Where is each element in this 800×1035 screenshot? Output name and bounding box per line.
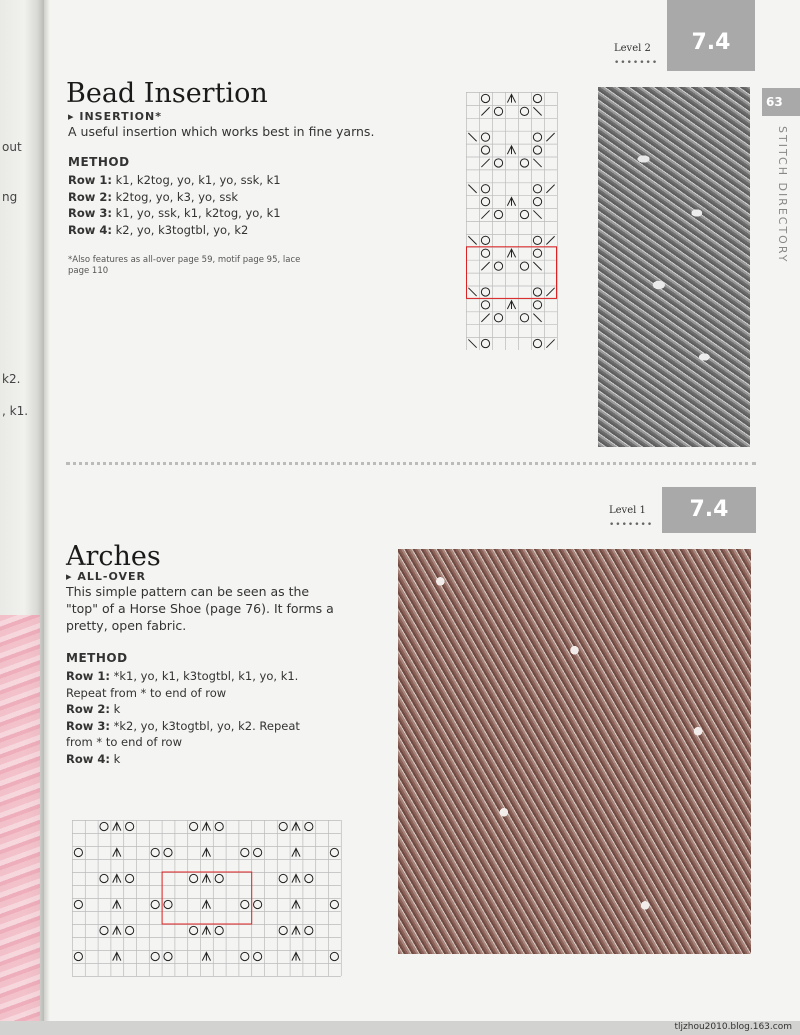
ssk-symbol — [533, 314, 541, 322]
k2tog-symbol — [546, 236, 554, 244]
decrease-symbol — [292, 848, 300, 856]
stitch-chart-bead-insertion — [466, 92, 558, 354]
method-row: Row 1: k1, k2tog, yo, k1, yo, ssk, k1 — [68, 173, 281, 187]
yarn-over-symbol — [533, 249, 541, 257]
k2tog-symbol — [546, 133, 554, 141]
yarn-over-symbol — [254, 900, 262, 908]
section-label: STITCH DIRECTORY — [776, 126, 789, 264]
ssk-symbol — [533, 107, 541, 115]
yarn-over-symbol — [481, 301, 489, 309]
k2tog-symbol — [546, 339, 554, 347]
method-rows — [68, 172, 368, 238]
decrease-symbol — [113, 926, 121, 934]
yarn-over-symbol — [74, 848, 82, 856]
yarn-over-symbol — [100, 874, 108, 882]
yarn-over-symbol — [481, 94, 489, 102]
decrease-symbol — [292, 900, 300, 908]
swatch-photo-arches — [398, 549, 751, 954]
decrease-symbol — [113, 848, 121, 856]
ssk-symbol — [533, 210, 541, 218]
yarn-over-symbol — [279, 874, 287, 882]
k2tog-symbol — [481, 107, 489, 115]
yarn-over-symbol — [481, 249, 489, 257]
margin-fragment: out — [2, 140, 22, 154]
yarn-over-symbol — [520, 159, 528, 167]
yarn-over-symbol — [100, 822, 108, 830]
yarn-over-symbol — [164, 900, 172, 908]
yarn-over-symbol — [533, 185, 541, 193]
yarn-over-symbol — [190, 926, 198, 934]
decrease-symbol — [507, 94, 515, 102]
decrease-symbol — [507, 146, 515, 154]
yarn-over-symbol — [533, 301, 541, 309]
k2tog-symbol — [481, 314, 489, 322]
yarn-over-symbol — [533, 288, 541, 296]
yarn-over-symbol — [481, 198, 489, 206]
yarn-over-symbol — [481, 339, 489, 347]
yarn-over-symbol — [481, 146, 489, 154]
yarn-over-symbol — [481, 236, 489, 244]
decrease-symbol — [292, 952, 300, 960]
decrease-symbol — [113, 900, 121, 908]
yarn-over-symbol — [520, 107, 528, 115]
yarn-over-symbol — [494, 262, 502, 270]
yarn-over-symbol — [164, 952, 172, 960]
decrease-symbol — [113, 952, 121, 960]
decrease-symbol — [202, 926, 210, 934]
triangle-icon: ▸ — [66, 570, 73, 583]
method-row: Row 3: *k2, yo, k3togtbl, yo, k2. Repeat from * to end of row — [66, 718, 300, 749]
margin-fragment: k2. — [2, 372, 21, 386]
decrease-symbol — [202, 900, 210, 908]
method-row: Row 2: k — [66, 702, 121, 716]
decrease-symbol — [292, 874, 300, 882]
yarn-over-symbol — [190, 822, 198, 830]
yarn-over-symbol — [494, 314, 502, 322]
yarn-over-symbol — [126, 874, 134, 882]
yarn-over-symbol — [330, 848, 338, 856]
yarn-over-symbol — [533, 236, 541, 244]
yarn-over-symbol — [151, 952, 159, 960]
page-footer — [0, 1021, 800, 1035]
decrease-symbol — [202, 874, 210, 882]
level-label: Level 1 — [609, 505, 646, 516]
yarn-over-symbol — [254, 952, 262, 960]
yarn-over-symbol — [494, 107, 502, 115]
pattern-description: This simple pattern can be seen as the "top" of a Horse Shoe (page 76). It forms a pretty, open fabric. — [66, 584, 334, 633]
pattern-title: Arches — [66, 541, 161, 572]
yarn-over-symbol — [305, 874, 313, 882]
margin-fragment: , k1. — [2, 404, 29, 418]
level-dots: ••••••• — [609, 520, 654, 530]
level-dots: ••••••• — [614, 58, 659, 68]
stitch-chart-arches — [72, 820, 342, 982]
yarn-over-symbol — [215, 822, 223, 830]
decrease-symbol — [113, 822, 121, 830]
yarn-over-symbol — [215, 874, 223, 882]
yarn-over-symbol — [100, 926, 108, 934]
k2tog-symbol — [546, 185, 554, 193]
yarn-over-symbol — [241, 952, 249, 960]
yarn-over-symbol — [533, 133, 541, 141]
yarn-over-symbol — [254, 848, 262, 856]
footnote: *Also features as all-over page 59, motif page 95, lace page 110 — [68, 255, 301, 276]
pattern-category-label: INSERTION* — [79, 110, 162, 123]
stitch-number-badge: 7.4 — [667, 0, 755, 71]
ssk-symbol — [533, 262, 541, 270]
ssk-symbol — [468, 133, 476, 141]
footer-credit: tljzhou2010.blog.163.com — [674, 1022, 792, 1032]
stitch-chart — [466, 92, 558, 350]
yarn-over-symbol — [74, 900, 82, 908]
yarn-over-symbol — [241, 848, 249, 856]
ssk-symbol — [468, 236, 476, 244]
k2tog-symbol — [481, 210, 489, 218]
yarn-over-symbol — [151, 848, 159, 856]
pattern-category — [66, 570, 146, 583]
swatch-photo-bead-insertion — [598, 87, 750, 447]
yarn-over-symbol — [190, 874, 198, 882]
yarn-over-symbol — [279, 926, 287, 934]
yarn-over-symbol — [151, 900, 159, 908]
yarn-over-symbol — [533, 339, 541, 347]
page-edge — [44, 0, 50, 1035]
yarn-over-symbol — [481, 288, 489, 296]
ssk-symbol — [533, 159, 541, 167]
decrease-symbol — [202, 848, 210, 856]
yarn-over-symbol — [520, 262, 528, 270]
facing-page-swatch — [0, 615, 40, 1035]
yarn-over-symbol — [215, 926, 223, 934]
yarn-over-symbol — [279, 822, 287, 830]
decrease-symbol — [292, 822, 300, 830]
ssk-symbol — [468, 288, 476, 296]
yarn-over-symbol — [330, 900, 338, 908]
yarn-over-symbol — [533, 146, 541, 154]
method-row: Row 3: k1, yo, ssk, k1, k2tog, yo, k1 — [68, 206, 281, 220]
section-divider — [66, 462, 756, 465]
decrease-symbol — [113, 874, 121, 882]
stitch-chart — [72, 820, 342, 978]
method-row: Row 1: *k1, yo, k1, k3togtbl, k1, yo, k1. Repeat from * to end of row — [66, 669, 299, 700]
method-row: Row 4: k — [66, 751, 121, 766]
stitch-number-badge: 7.4 — [662, 487, 756, 533]
level-label: Level 2 — [614, 43, 651, 54]
yarn-over-symbol — [481, 185, 489, 193]
yarn-over-symbol — [164, 848, 172, 856]
k2tog-symbol — [481, 262, 489, 270]
margin-fragment: ng — [2, 190, 18, 204]
yarn-over-symbol — [305, 822, 313, 830]
yarn-over-symbol — [533, 198, 541, 206]
pattern-title: Bead Insertion — [66, 78, 268, 109]
yarn-over-symbol — [533, 94, 541, 102]
method-heading: METHOD — [68, 155, 130, 169]
decrease-symbol — [292, 926, 300, 934]
yarn-over-symbol — [520, 314, 528, 322]
decrease-symbol — [507, 249, 515, 257]
decrease-symbol — [202, 822, 210, 830]
decrease-symbol — [202, 952, 210, 960]
method-row: Row 2: k2tog, yo, k3, yo, ssk — [68, 189, 239, 204]
yarn-over-symbol — [481, 133, 489, 141]
page-number-tab: 63 — [762, 88, 800, 116]
k2tog-symbol — [546, 288, 554, 296]
method-rows — [66, 668, 316, 767]
yarn-over-symbol — [126, 822, 134, 830]
yarn-over-symbol — [494, 159, 502, 167]
decrease-symbol — [507, 301, 515, 309]
yarn-over-symbol — [305, 926, 313, 934]
yarn-over-symbol — [494, 210, 502, 218]
triangle-icon: ▸ — [68, 110, 75, 123]
pattern-category-label: ALL-OVER — [77, 570, 147, 583]
method-heading: METHOD — [66, 651, 128, 665]
yarn-over-symbol — [126, 926, 134, 934]
decrease-symbol — [507, 198, 515, 206]
pattern-category — [68, 110, 162, 123]
pattern-description: A useful insertion which works best in fine yarns. — [68, 124, 375, 139]
k2tog-symbol — [481, 159, 489, 167]
method-row: Row 4: k2, yo, k3togtbl, yo, k2 — [68, 222, 249, 237]
ssk-symbol — [468, 185, 476, 193]
yarn-over-symbol — [520, 210, 528, 218]
yarn-over-symbol — [74, 952, 82, 960]
yarn-over-symbol — [330, 952, 338, 960]
ssk-symbol — [468, 339, 476, 347]
yarn-over-symbol — [241, 900, 249, 908]
